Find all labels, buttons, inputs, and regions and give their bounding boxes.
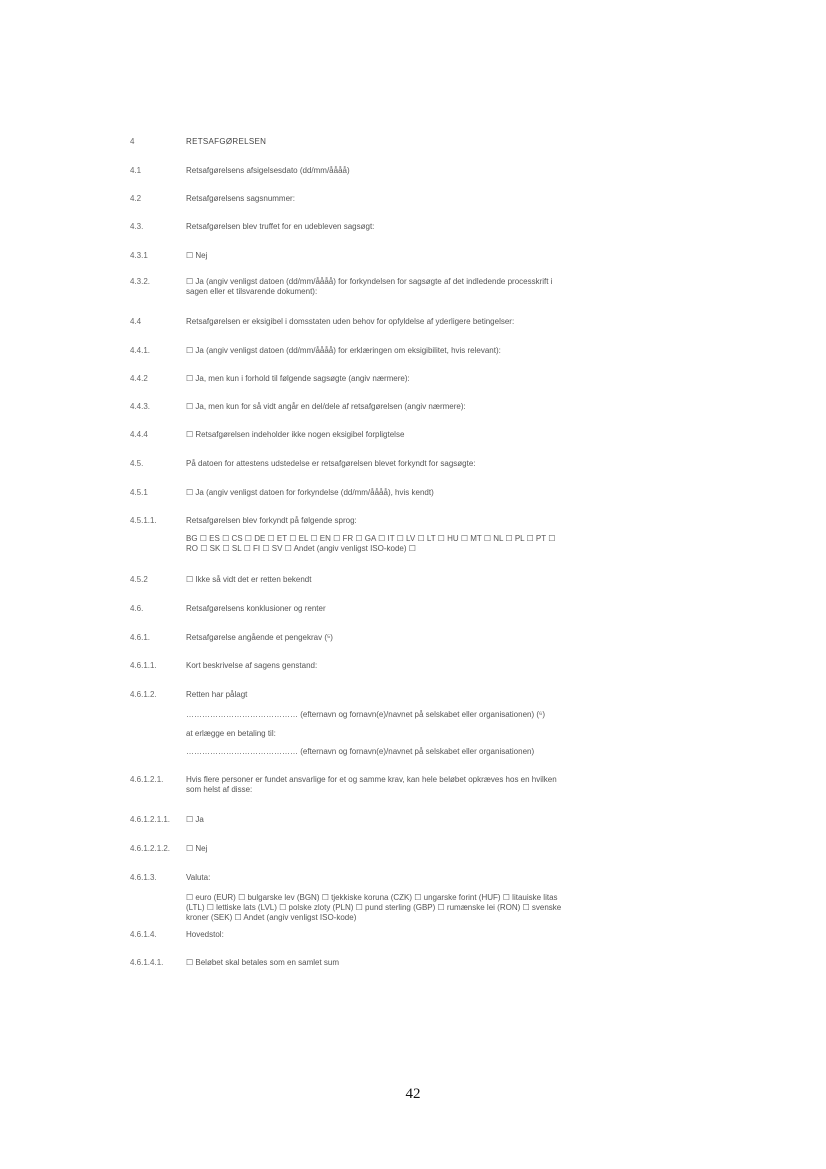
item-text [186,604,600,614]
item-number: 4.3. [130,222,144,231]
item-number: 4.6.1.2.1.2. [130,844,171,853]
item-number: 4.6.1.2.1.1. [130,815,171,824]
item-number: 4.6.1.1. [130,661,157,670]
item-number: 4.6.1.4. [130,930,157,939]
item-text-line: (LTL) ☐ lettiske lats (LVL) ☐ polske zloty (PLN) ☐ pund sterling (GBP) ☐ rumænske lei (RON) ☐ svenske [186,903,562,912]
item-text-line: ☐ Ja (angiv venligst datoen for forkyndelse (dd/mm/åååå), hvis kendt) [186,488,434,497]
item-text-line: Retsafgørelse angående et pengekrav (⁵) [186,633,333,642]
item-text-line: som helst af disse: [186,785,253,794]
item-number: 4.6.1.3. [130,873,157,882]
item-number: 4.2 [130,194,142,203]
item-number: 4.5.1 [130,488,148,497]
item-text [186,317,600,327]
item-text [186,459,600,469]
item-text-line: På datoen for attestens udstedelse er retsafgørelsen blevet forkyndt for sagsøgte: [186,459,476,468]
item-text-line: Retsafgørelsen blev forkyndt på følgende sprog: [186,516,357,525]
item-text-line: BG ☐ ES ☐ CS ☐ DE ☐ ET ☐ EL ☐ EN ☐ FR ☐ GA ☐ IT ☐ LV ☐ LT ☐ HU ☐ MT ☐ NL ☐ PL ☐ PT ☐ [186,534,556,543]
item-text-line: at erlægge en betaling til: [186,729,276,738]
item-text-line: …………………………………… (efternavn og fornavn(e)/navnet på selskabet eller organisationen) (⁶) [186,710,545,719]
item-text [186,844,600,854]
item-text-line: ☐ Ja [186,815,204,824]
item-text-line: Retsafgørelsens afsigelsesdato (dd/mm/åååå) [186,166,350,175]
item-text [186,166,600,176]
item-text-line: ☐ Nej [186,844,208,853]
item-number: 4.3.1 [130,251,148,260]
item-text [186,194,600,204]
item-text [186,251,600,261]
item-text [186,958,600,968]
item-text-line: Valuta: [186,873,211,882]
item-text-line: ☐ Ikke så vidt det er retten bekendt [186,575,312,584]
item-text-line: Retsafgørelsens sagsnummer: [186,194,295,203]
item-text-line: …………………………………… (efternavn og fornavn(e)/navnet på selskabet eller organisationen) [186,747,535,756]
item-text-line: sagen eller et tilsvarende dokument): [186,287,318,296]
item-number: 4.4.3. [130,402,151,411]
item-text [186,402,600,412]
item-text-line: ☐ Nej [186,251,208,260]
item-text [186,374,600,384]
item-text-line: Retsafgørelsens konklusioner og renter [186,604,326,613]
item-number: 4.6.1. [130,633,151,642]
item-text-line: Retsafgørelsen er eksigibel i domsstaten uden behov for opfyldelse af yderligere betingelser: [186,317,515,326]
item-text [186,930,600,940]
item-text-line: ☐ Ja, men kun i forhold til følgende sagsøgte (angiv nærmere): [186,374,410,383]
item-text [186,575,600,585]
item-number: 4.5.2 [130,575,148,584]
item-number: 4.6.1.2. [130,690,157,699]
item-text [186,277,600,297]
item-text [186,775,600,795]
item-text-line: Retten har pålagt [186,690,248,699]
item-text [186,815,600,825]
item-number: 4.3.2. [130,277,151,286]
item-text [186,661,600,671]
item-text-line: ☐ euro (EUR) ☐ bulgarske lev (BGN) ☐ tjekkiske koruna (CZK) ☐ ungarske forint (HUF) ☐ litauiske litas [186,893,558,902]
item-number: 4.4.4 [130,430,148,439]
item-text-line: Kort beskrivelse af sagens genstand: [186,661,318,670]
item-number: 4.6.1.4.1. [130,958,164,967]
item-text-line: Retsafgørelsen blev truffet for en udebleven sagsøgt: [186,222,375,231]
item-text-line: ☐ Beløbet skal betales som en samlet sum [186,958,340,967]
item-number: 4.6.1.2.1. [130,775,164,784]
item-number: 4.4.2 [130,374,148,383]
item-text-line: RO ☐ SK ☐ SL ☐ FI ☐ SV ☐ Andet (angiv venligst ISO-kode) ☐ [186,544,416,553]
item-text [186,430,600,440]
item-number: 4.4 [130,317,142,326]
item-number: 4.5. [130,459,144,468]
item-number: 4.4.1. [130,346,151,355]
item-number: 4.1 [130,166,142,175]
item-text-line: ☐ Retsafgørelsen indeholder ikke nogen eksigibel forpligtelse [186,430,405,439]
section-title: RETSAFGØRELSEN [186,137,267,146]
item-number: 4.5.1.1. [130,516,157,525]
item-text-line: ☐ Ja, men kun for så vidt angår en del/dele af retsafgørelsen (angiv nærmere): [186,402,466,411]
item-number: 4.6. [130,604,144,613]
item-text [186,346,600,356]
section-number: 4 [130,137,135,146]
item-text [186,633,600,643]
item-text-line: Hvis flere personer er fundet ansvarlige for et og samme krav, kan hele beløbet opkræves hos en hvilken [186,775,557,784]
page-number: 42 [405,1086,421,1102]
item-text [186,222,600,232]
item-text-line: ☐ Ja (angiv venligst datoen (dd/mm/åååå) for erklæringen om eksigibilitet, hvis relevant): [186,346,501,355]
item-text-line: ☐ Ja (angiv venligst datoen (dd/mm/åååå) for forkyndelsen for sagsøgte af det indledende processkrift i [186,277,553,286]
item-text-line: kroner (SEK) ☐ Andet (angiv venligst ISO-kode) [186,913,357,922]
item-text-line: Hovedstol: [186,930,224,939]
item-text [186,488,600,498]
